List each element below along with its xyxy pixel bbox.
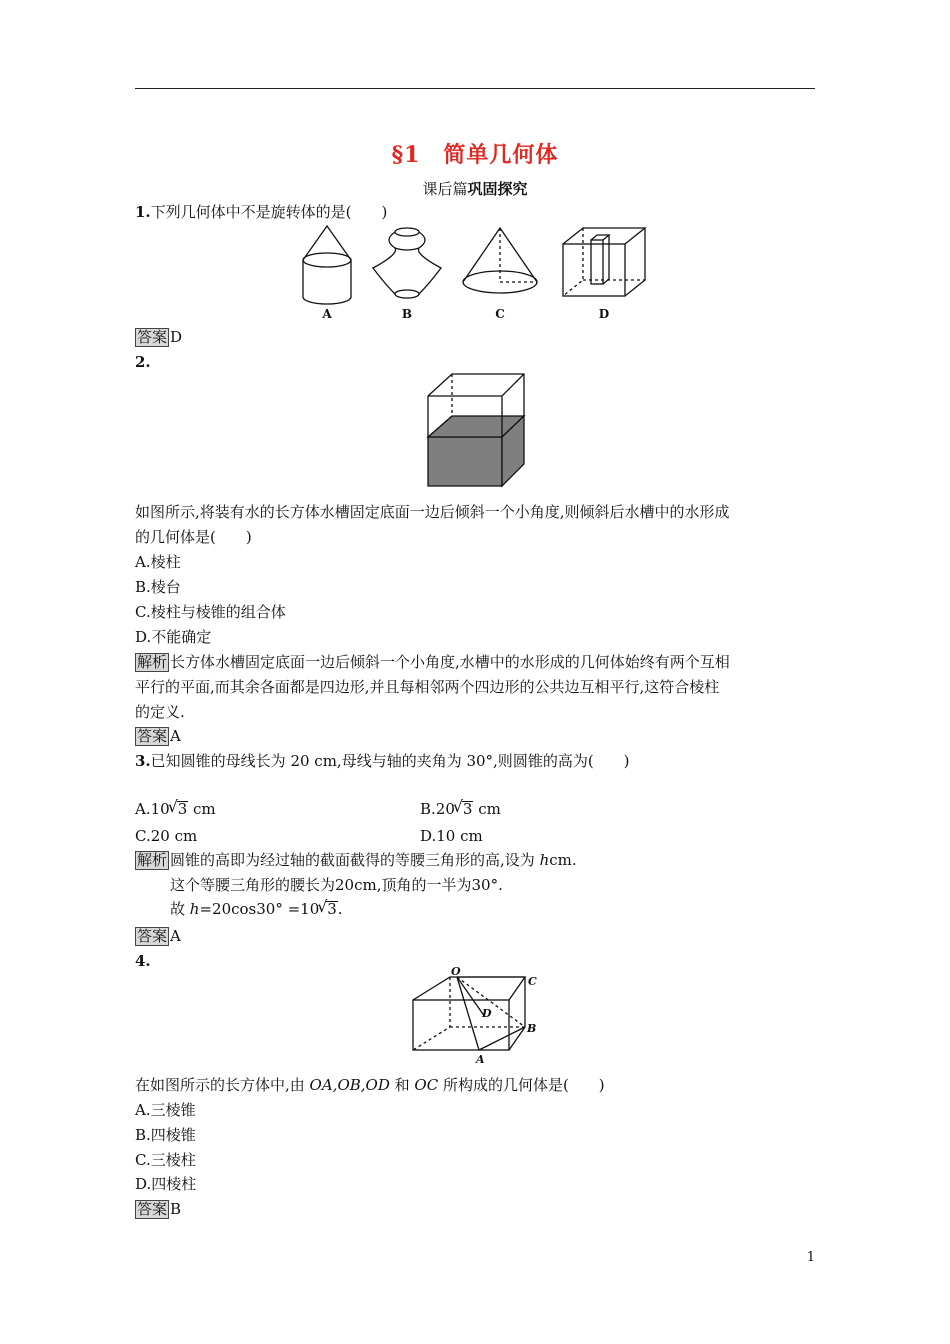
q2-analysis-line3: 的定义. <box>135 703 185 721</box>
q3-analysis-text3a: 故 <box>170 900 190 918</box>
q3-analysis-radical: √ 3 <box>326 901 338 917</box>
q4-text-oc: OC <box>414 1076 439 1094</box>
q2-number: 2. <box>135 353 151 371</box>
q3-analysis-unit: cm. <box>549 851 577 869</box>
q3-option-b-radical: √ 3 <box>462 801 474 817</box>
page-subtitle <box>0 178 950 199</box>
q3-analysis-tag: 解析 <box>137 851 168 869</box>
q4-label-d: D <box>482 1007 492 1020</box>
header-rule <box>135 88 815 89</box>
q1-answer: D <box>170 328 183 346</box>
q4-option-d: D.四棱柱 <box>135 1175 197 1193</box>
q2-analysis-line1 <box>135 652 730 672</box>
q4-option-b: B.四棱锥 <box>135 1126 196 1144</box>
q1-figure <box>295 222 655 322</box>
q4-figure <box>405 965 545 1067</box>
q1-number: 1. <box>135 203 151 221</box>
q3-analysis-line2: 这个等腰三角形的腰长为20cm,顶角的一半为30°. <box>170 876 503 894</box>
q4-label-c: C <box>528 975 537 988</box>
q3-option-a-unit: cm <box>188 800 216 818</box>
q4-label-b: B <box>527 1022 537 1035</box>
q3-answer-line <box>135 926 181 946</box>
q3-analysis-var-h2: h <box>189 900 200 918</box>
q4-answer-tag: 答案 <box>137 1200 168 1218</box>
q3-analysis-period: . <box>337 900 343 918</box>
q2-figure <box>426 372 526 488</box>
q4-number-line <box>135 951 151 971</box>
q4-stem <box>135 1075 605 1095</box>
q4-text-segments: OA,OB,OD <box>309 1076 390 1094</box>
q1-answer-tag: 答案 <box>137 328 168 346</box>
q4-label-o: O <box>451 965 461 978</box>
q2-option-b: B.棱台 <box>135 578 181 596</box>
q3-options-row2 <box>135 826 483 846</box>
q3-option-c: C.20 cm <box>135 827 198 845</box>
q3-option-b <box>420 799 501 819</box>
q2-answer: A <box>170 727 181 745</box>
q3-options-row1 <box>135 799 501 819</box>
q4-answer-line <box>135 1199 181 1219</box>
q3-analysis-var-h: h <box>539 851 550 869</box>
q1-label-b: B <box>401 307 413 321</box>
q3-option-b-coef: B.20 <box>420 800 455 818</box>
q2-option-d: D.不能确定 <box>135 628 212 646</box>
q2-option-a: A.棱柱 <box>135 553 181 571</box>
page-title: §1 简单几何体 <box>391 142 559 168</box>
subtitle-prefix: 课后篇 <box>422 180 468 198</box>
q4-text-c: 所构成的几何体是( ) <box>438 1076 605 1094</box>
q3-number: 3. <box>135 752 151 770</box>
q1-text: 下列几何体中不是旋转体的是( ) <box>150 203 388 221</box>
q3-option-a-coef: A.10 <box>135 800 170 818</box>
q1-stem <box>135 202 387 222</box>
q3-option-a-radical: √ 3 <box>177 801 189 817</box>
q1-label-d: D <box>598 307 610 321</box>
q1-answer-line <box>135 327 182 347</box>
page-number: 1 <box>806 1250 815 1265</box>
q3-option-b-unit: cm <box>473 800 501 818</box>
q3-analysis-line3 <box>170 899 343 919</box>
q3-option-a <box>135 800 216 818</box>
q2-text-line1: 如图所示,将装有水的长方体水槽固定底面一边后倾斜一个小角度,则倾斜后水槽中的水形成 <box>135 503 730 521</box>
q4-answer: B <box>170 1200 182 1218</box>
q1-label-c: C <box>495 307 505 321</box>
q2-answer-line <box>135 726 181 746</box>
q2-analysis-line2: 平行的平面,而其余各面都是四边形,并且每相邻两个四边形的公共边互相平行,这符合棱柱 <box>135 678 720 696</box>
q3-analysis-text3b: =20cos30° =10 <box>199 900 320 918</box>
q4-option-a: A.三棱锥 <box>135 1101 196 1119</box>
q4-text-b: 和 <box>389 1076 415 1094</box>
q2-option-c: C.棱柱与棱锥的组合体 <box>135 603 286 621</box>
q4-label-a: A <box>476 1053 485 1066</box>
q2-analysis-tag: 解析 <box>137 653 168 671</box>
q4-number: 4. <box>135 952 151 970</box>
q4-text-a: 在如图所示的长方体中,由 <box>135 1076 310 1094</box>
q3-answer-tag: 答案 <box>137 927 168 945</box>
q3-analysis-text1: 圆锥的高即为经过轴的截面截得的等腰三角形的高,设为 <box>170 851 540 869</box>
q3-option-d: D.10 cm <box>420 827 483 845</box>
q1-label-a: A <box>322 307 332 321</box>
subtitle-bold: 巩固探究 <box>467 180 528 198</box>
q3-analysis-line1 <box>135 850 577 870</box>
q4-option-c: C.三棱柱 <box>135 1151 196 1169</box>
q3-stem <box>135 751 630 771</box>
q2-number-line <box>135 352 151 372</box>
q2-answer-tag: 答案 <box>137 727 168 745</box>
q2-text-line2: 的几何体是( ) <box>135 528 252 546</box>
q3-answer: A <box>170 927 181 945</box>
q3-text: 已知圆锥的母线长为 20 cm,母线与轴的夹角为 30°,则圆锥的高为( ) <box>150 752 630 770</box>
q2-analysis-text1: 长方体水槽固定底面一边后倾斜一个小角度,水槽中的水形成的几何体始终有两个互相 <box>170 653 730 671</box>
